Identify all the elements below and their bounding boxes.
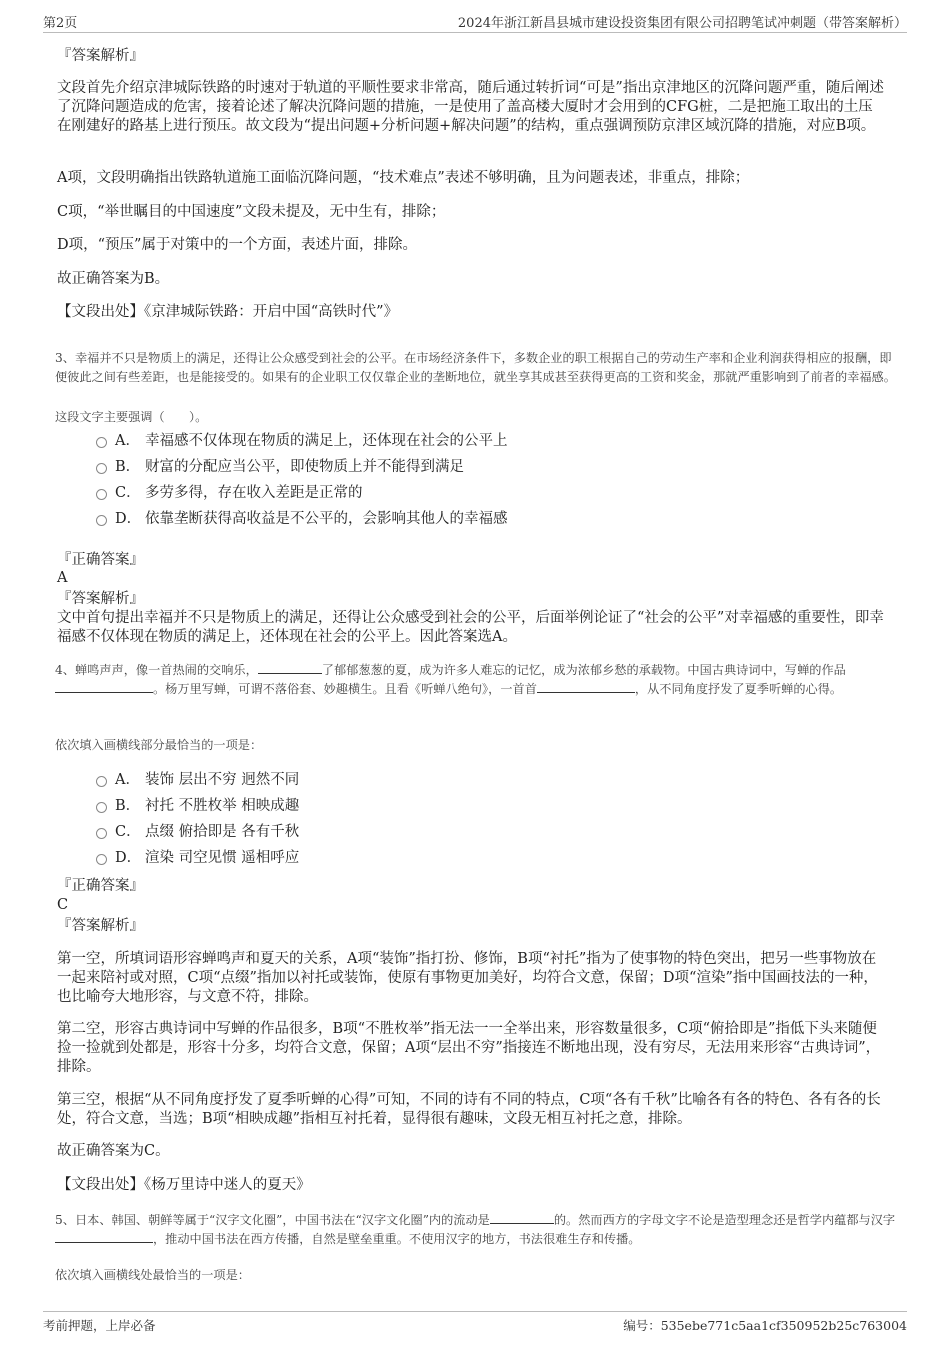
- option-letter: B．: [115, 798, 141, 814]
- page-number: 第2页: [43, 16, 78, 31]
- radio-icon[interactable]: [96, 828, 107, 839]
- q4-analysis-para-2: 第二空，形容古典诗词中写蝉的作品很多，B项“不胜枚举”指无法一一全举出来，形容数量很多，C项“俯拾即是”指低下头来随便捡一捡就到处都是，形容十分多，均符合文意，保留；A项“层出不穷”指接连不断地出现，没有穷尽，无法用来形容“古典诗词”，排除。: [57, 1021, 881, 1075]
- option-text: 幸福感不仅体现在物质的满足上，还体现在社会的公平上: [145, 433, 508, 449]
- option-text: 衬托 不胜枚举 相映成趣: [145, 798, 300, 814]
- radio-icon[interactable]: [96, 489, 107, 500]
- page-header: [43, 12, 907, 33]
- q4-source: 【文段出处】《杨万里诗中迷人的夏天》: [57, 1177, 311, 1193]
- q5-stem: 5、日本、韩国、朝鲜等属于“汉字文化圈”，中国书法在“汉字文化圈”内的流动是 的。然而西方的字母文字不论是造型理念还是哲学内蕴都与汉字，推动中国书法在西方传播，自然是壁垒重重。不使用汉字的地方，书法很难生存和传播。: [55, 1213, 896, 1246]
- option-letter: C．: [115, 485, 141, 501]
- page-footer: [43, 1311, 907, 1334]
- q4-analysis-label: 『答案解析』: [57, 918, 144, 934]
- q2-conclusion: 故正确答案为B。: [57, 271, 170, 287]
- option-text: 渲染 司空见惯 遥相呼应: [145, 850, 300, 866]
- q4-answer: C: [57, 897, 69, 913]
- option-letter: A．: [115, 433, 140, 449]
- option-text: 点缀 俯拾即是 各有千秋: [145, 824, 300, 840]
- q4-analysis-para-1: 第一空，所填词语形容蝉鸣声和夏天的关系，A项“装饰”指打扮、修饰，B项“衬托”指为了使事物的特色突出，把另一些事物放在一起来陪衬或对照，C项“点缀”指加以衬托或装饰，使原有事物更加美好，均符合文意，保留；D项“渲染”指中国画技法的一种，也比喻夸大地形容，与文意不符，排除。: [57, 951, 878, 1005]
- q3-question: 这段文字主要强调（ ）。: [55, 410, 208, 424]
- option-letter: C．: [115, 824, 141, 840]
- fill-blank-1: [490, 1211, 554, 1224]
- q2-analysis-label: 『答案解析』: [57, 48, 144, 64]
- q2-option-c-note: C项，“举世瞩目的中国速度”文段未提及，无中生有，排除；: [57, 204, 446, 220]
- q2-source: 【文段出处】《京津城际铁路：开启中国“高铁时代”》: [57, 304, 399, 320]
- q3-option-d[interactable]: [96, 509, 508, 529]
- document-id: 编号：535ebe771c5aa1cf350952b25c763004: [623, 1318, 907, 1333]
- q4-answer-label: 『正确答案』: [57, 878, 144, 894]
- radio-icon[interactable]: [96, 463, 107, 474]
- option-letter: A．: [115, 772, 140, 788]
- q2-option-a-note: A项，文段明确指出铁路轨道施工面临沉降问题，“技术难点”表述不够明确，且为问题表述，非重点，排除；: [57, 170, 750, 186]
- radio-icon[interactable]: [96, 776, 107, 787]
- q4-option-b[interactable]: [96, 796, 299, 816]
- q2-option-d-note: D项，“预压”属于对策中的一个方面，表述片面，排除。: [57, 237, 417, 253]
- q4-option-c[interactable]: [96, 822, 299, 842]
- q4-conclusion: 故正确答案为C。: [57, 1143, 170, 1159]
- option-text: 多劳多得，存在收入差距是正常的: [145, 485, 363, 501]
- q3-answer: A: [57, 570, 68, 586]
- fill-blank-2: [55, 680, 153, 693]
- q4-stem: 4、蝉鸣声声，像一首热闹的交响乐， 了郁郁葱葱的夏，成为许多人难忘的记忆，成为浓郁乡愁的承载物。中国古典诗词中，写蝉的作品。杨万里写蝉，可谓不落俗套、妙趣横生。且看《听蝉八绝句》，一首首 ，从不同角度抒发了夏季听蝉的心得。: [55, 663, 846, 696]
- q5-question: 依次填入画横线处最恰当的一项是：: [55, 1268, 250, 1282]
- radio-icon[interactable]: [96, 437, 107, 448]
- q3-analysis-label: 『答案解析』: [57, 591, 144, 607]
- q2-analysis-text: 文段首先介绍京津城际铁路的时速对于轨道的平顺性要求非常高，随后通过转折词“可是”指出京津地区的沉降问题严重，随后阐述了沉降问题造成的危害，接着论述了解决沉降问题的措施，一是使用了盖高楼大厦时才会用到的CFG桩，二是把施工取出的土压在刚建好的路基上进行预压。故文段为“提出问题+分析问题+解决问题”的结构，重点强调预防京津区域沉降的措施，对应B项。: [57, 80, 884, 134]
- document-title: 2024年浙江新昌县城市建设投资集团有限公司招聘笔试冲刺题（带答案解析）: [457, 16, 907, 31]
- footer-slogan: 考前押题，上岸必备: [43, 1318, 156, 1333]
- option-letter: D．: [115, 850, 142, 866]
- fill-blank-1: [258, 661, 322, 674]
- radio-icon[interactable]: [96, 802, 107, 813]
- q3-answer-label: 『正确答案』: [57, 552, 144, 568]
- q4-question: 依次填入画横线部分最恰当的一项是：: [55, 738, 263, 752]
- option-letter: D．: [115, 511, 142, 527]
- option-text: 依靠垄断获得高收益是不公平的，会影响其他人的幸福感: [145, 511, 508, 527]
- fill-blank-2: [55, 1230, 153, 1243]
- radio-icon[interactable]: [96, 854, 107, 865]
- option-letter: B．: [115, 459, 141, 475]
- q3-option-b[interactable]: [96, 457, 464, 477]
- option-text: 财富的分配应当公平，即使物质上并不能得到满足: [145, 459, 464, 475]
- q3-stem: 3、幸福并不只是物质上的满足，还得让公众感受到社会的公平。在市场经济条件下，多数企业的职工根据自己的劳动生产率和企业利润获得相应的报酬，即便彼此之间有些差距，也是能接受的。如果有的企业职工仅仅靠企业的垄断地位，就坐享其成甚至获得更高的工资和奖金，那就严重影响到了前者的幸福感。: [55, 351, 896, 384]
- q3-analysis-text: 文中首句提出幸福并不只是物质上的满足，还得让公众感受到社会的公平，后面举例论证了“社会的公平”对幸福感的重要性，即幸福感不仅体现在物质的满足上，还体现在社会的公平上。因此答案选A。: [57, 610, 884, 645]
- q3-option-c[interactable]: [96, 483, 363, 503]
- q4-analysis-para-3: 第三空，根据“从不同角度抒发了夏季听蝉的心得”可知，不同的诗有不同的特点，C项“各有千秋”比喻各有各的特色、各有各的长处，符合文意，当选；B项“相映成趣”指相互衬托着，显得很有趣味，文段无相互衬托之意，排除。: [57, 1092, 881, 1127]
- q3-option-a[interactable]: [96, 431, 508, 451]
- option-text: 装饰 层出不穷 迥然不同: [145, 772, 300, 788]
- radio-icon[interactable]: [96, 515, 107, 526]
- fill-blank-3: [537, 680, 635, 693]
- q4-option-a[interactable]: [96, 770, 299, 790]
- q4-option-d[interactable]: [96, 848, 299, 868]
